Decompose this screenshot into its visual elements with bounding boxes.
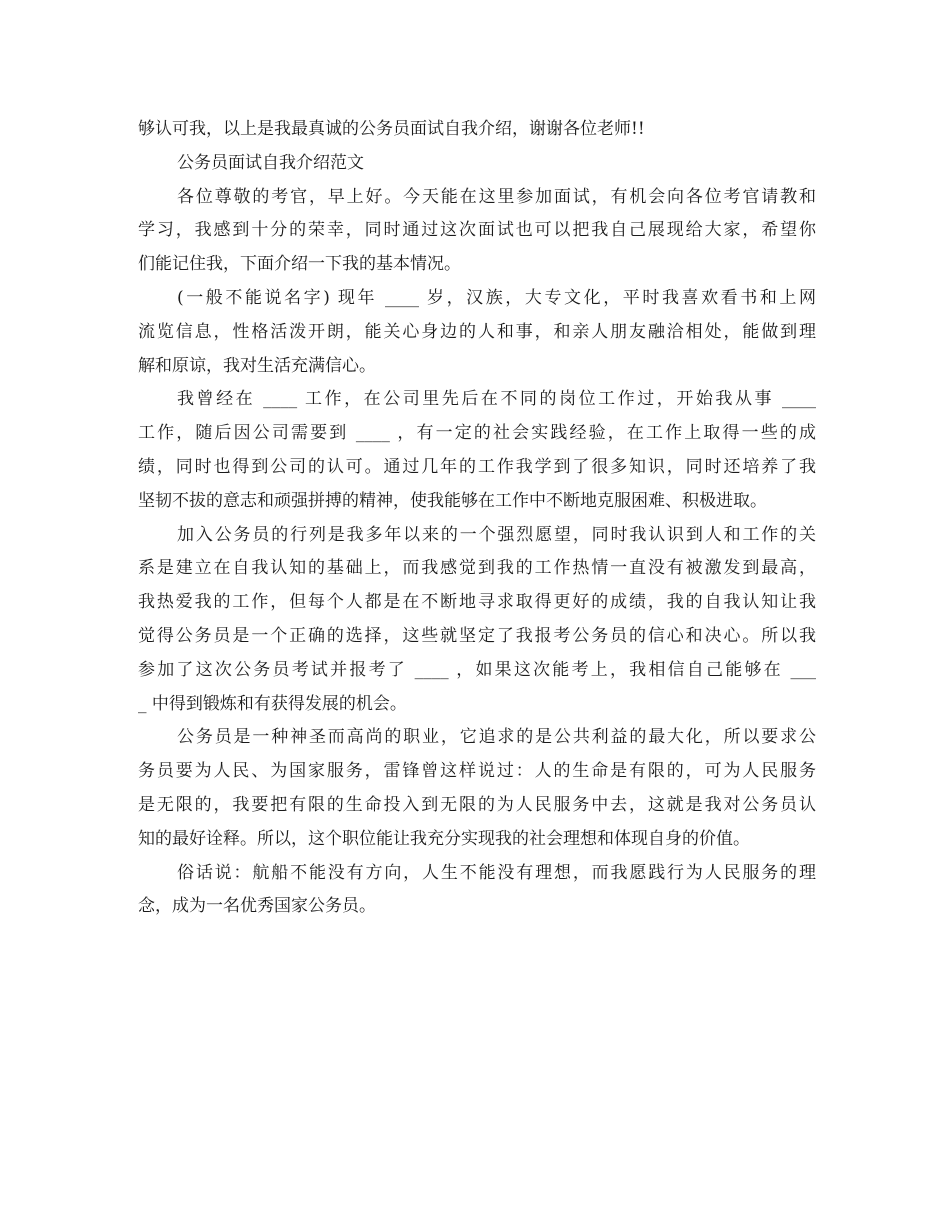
paragraph-first-line: (一般不能说名字) 现年 ____ 岁，汉族，大专文化，平时我喜欢看书和上网 [177, 287, 816, 308]
paragraph-line: 念，成为一名优秀国家公务员。 [138, 896, 376, 917]
paragraph-line: 流览信息，性格活泼开朗，能关心身边的人和事，和亲人朋友融洽相处，能做到理 [138, 321, 816, 342]
document-body [138, 113, 816, 924]
paragraph-line: 够认可我，以上是我最真诚的公务员面试自我介绍，谢谢各位老师!! [138, 119, 645, 139]
paragraph-line: 知的最好诠释。所以，这个职位能让我充分实现我的社会理想和体现自身的价值。 [138, 828, 750, 849]
paragraph-line: 绩，同时也得到公司的认可。通过几年的工作我学到了很多知识，同时还培养了我 [138, 456, 816, 477]
paragraph-line: 坚韧不拔的意志和顽强拼搏的精神，使我能够在工作中不断地克服困难、积极进取。 [138, 490, 767, 511]
paragraph-line: 务员要为人民、为国家服务，雷锋曾这样说过：人的生命是有限的，可为人民服务 [138, 761, 816, 782]
paragraph-line: 我热爱我的工作，但每个人都是在不断地寻求取得更好的成绩，我的自我认知让我 [138, 592, 816, 613]
paragraph-line: 是无限的，我要把有限的生命投入到无限的为人民服务中去，这就是我对公务员认 [138, 794, 816, 815]
paragraph-first-line: 公务员面试自我介绍范文 [177, 152, 364, 173]
paragraph-first-line: 俗话说：航船不能没有方向，人生不能没有理想，而我愿践行为人民服务的理 [177, 862, 816, 883]
paragraph-first-line: 各位尊敬的考官，早上好。今天能在这里参加面试，有机会向各位考官请教和 [177, 186, 816, 207]
paragraph-line: 参加了这次公务员考试并报考了 ____ ，如果这次能考上，我相信自己能够在 ___ [138, 659, 816, 680]
paragraph-first-line: 公务员是一种神圣而高尚的职业，它追求的是公共利益的最大化，所以要求公 [177, 727, 816, 748]
paragraph-line: 系是建立在自我认知的基础上，而我感觉到我的工作热情一直没有被激发到最高， [138, 558, 816, 579]
paragraph-line: 们能记住我，下面介绍一下我的基本情况。 [138, 254, 461, 275]
paragraph-line: 解和原谅，我对生活充满信心。 [138, 355, 376, 376]
paragraph-first-line: 我曾经在 ____ 工作，在公司里先后在不同的岗位工作过，开始我从事 ____ [177, 389, 816, 410]
paragraph-line: _ 中得到锻炼和有获得发展的机会。 [138, 693, 407, 714]
paragraph-line: 学习，我感到十分的荣幸，同时通过这次面试也可以把我自己展现给大家，希望你 [138, 220, 816, 241]
paragraph-first-line: 加入公务员的行列是我多年以来的一个强烈愿望，同时我认识到人和工作的关 [177, 524, 816, 545]
paragraph-line: 觉得公务员是一个正确的选择，这些就坚定了我报考公务员的信心和决心。所以我 [138, 625, 816, 646]
paragraph-line: 工作，随后因公司需要到 ____ ，有一定的社会实践经验，在工作上取得一些的成 [138, 423, 816, 444]
